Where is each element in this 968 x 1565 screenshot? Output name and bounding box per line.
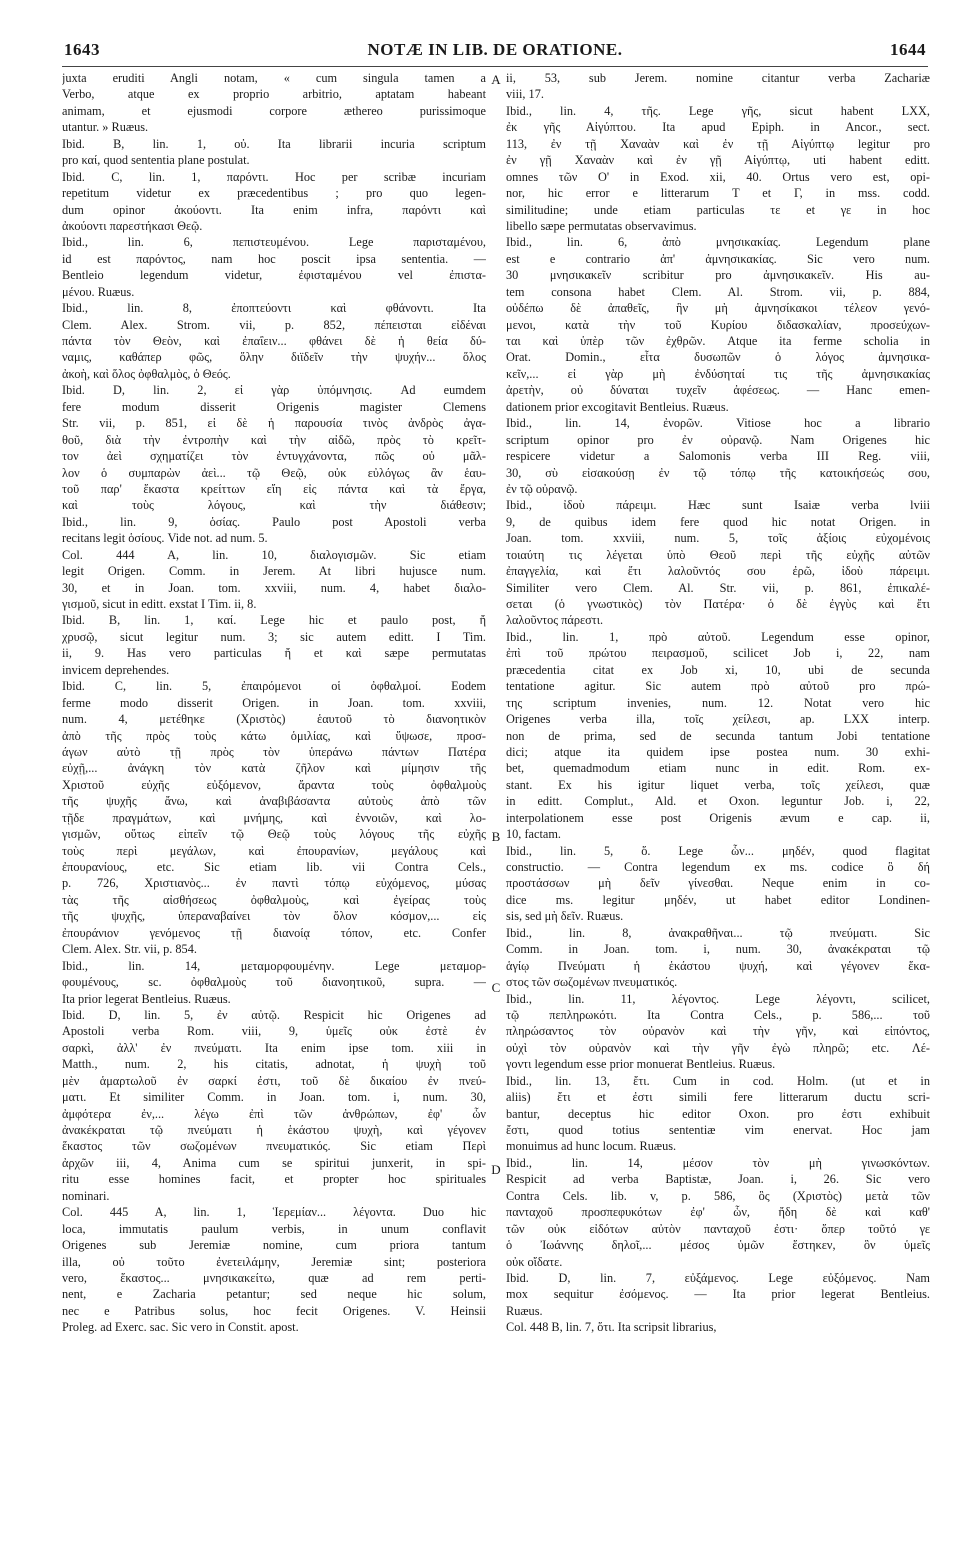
text-line: μὲν ἁμαρτωλοῦ ἐν σαρκί ἐστι, τοῦ δὲ δικαίου ἐν πνεύ-	[62, 1073, 486, 1088]
text-line: monuimus ad hunc locum. Ruæus.	[506, 1139, 677, 1154]
text-line: pro καί, quod sententia plane postulat.	[62, 153, 250, 168]
text-line: constructio. — Contra legendum ex ms. codice ὃ δή	[506, 860, 930, 874]
text-line: Col. 448 B, lin. 7, ὅτι. Ita scripsit librarius,	[506, 1320, 717, 1335]
text-line: πανταχοῦ προσπεφυκότων ἐφ' ὧν, ἤδη δὲ καὶ καθ'	[506, 1205, 930, 1220]
text-line: nent, e Zacharia petantur; sed neque hic solum,	[62, 1287, 486, 1302]
text-line: 30, et in Joan. tom. xxviii, num. 4, habet διαλο-	[62, 580, 486, 595]
text-line: Orat. Domin., εἶτα δυσωπῶν ὁ λόγος ἀμνησικα-	[506, 350, 930, 365]
text-line: Clem. Alex. Strom. vii, p. 852, πέπεισται εἰδέναι	[62, 317, 486, 332]
text-line: juxta eruditi Angli notam, « cum singula tamen a	[62, 71, 486, 85]
text-line: Ibid. D, lin. 5, ἐν αὐτῷ. Respicit hic Origenes ad	[62, 1007, 486, 1022]
text-line: Ibid. B, lin. 1, οὐ. Ita librarii incuria scriptum	[62, 136, 486, 151]
text-line: τῆς ψυχῆς ἄνω, καὶ ἀναβιβάσαντα αὐτοὺς ἀπὸ τῶν	[62, 794, 486, 809]
text-line: Joan. tom. xxviii, num. 5, τοῖς ἀξίοις εὐχομένοις	[506, 531, 930, 546]
text-line: πληρώσαντος τὸν οὐρανὸν καὶ τὴν γῆν, καὶ εἰπόντος,	[506, 1024, 930, 1039]
text-line: Ibid., lin. 14, μεταμορφουμένην. Lege μεταμορ-	[62, 958, 486, 973]
text-line: Apostoli verba Rom. viii, 9, ὑμεῖς οὐκ ἐστὲ ἐν	[62, 1024, 486, 1039]
text-line: est e contrario ἀπ' ἀμνησικακίας. Sic vero num.	[506, 251, 930, 266]
text-line: ἐπὶ τοῦ πρώτου πειρασμοῦ, scilicet Job i, 22, nam	[506, 646, 930, 661]
text-line: dice ms. legitur μηδέν, ut habet editor Londinen-	[506, 892, 930, 907]
text-line: λον ὁ συμπαρὼν ἀεὶ... τῷ Θεῷ, οὐκ εὐλόγως ἂν ἑαυ-	[62, 465, 486, 480]
text-line: aliis) ἔτι et ἐστι simili fere litterarum ductu scri-	[506, 1090, 930, 1105]
text-line: ii, 9. Has vero particulas ἤ et καὶ sæpe permutatas	[62, 646, 486, 661]
running-title: NOTÆ IN LIB. DE ORATIONE.	[367, 40, 623, 59]
text-line: ἀμφότερα ἐν,... λέγω ἐπὶ τῶν ἀνθρώπων, ἐφ' ὧν	[62, 1106, 486, 1121]
text-line: Ibid., lin. 8, ἀνακραθῆναι... τῷ πνεύματι. Sic	[506, 925, 930, 940]
text-line: nominari.	[62, 1188, 110, 1203]
text-line: Ibid., lin. 1, πρὸ αὐτοῦ. Legendum esse opinor,	[506, 629, 930, 644]
column-marker: D	[491, 1162, 501, 1177]
text-line: Ibid. D, lin. 2, εἰ γὰρ ὑπόμνησις. Ad eumdem	[62, 383, 486, 398]
text-line: Ibid., ἰδοὺ πάρειμι. Hæc sunt Isaiæ verba lviii	[506, 498, 930, 513]
page-number-left: 1643	[64, 40, 100, 59]
text-line: οὐχὶ τὸν οὐρανὸν καὶ τὴν γῆν ἐγὼ πληρῶ; etc. Λέ-	[506, 1040, 930, 1055]
text-line: ἐκ γῆς Αἰγύπτου. Ita apud Epiph. in Ancor., sect.	[506, 120, 930, 135]
text-line: ἔστι, quod totius sententiæ vim enervat. Hoc jam	[506, 1123, 930, 1137]
text-line: Ibid., lin. 8, ἐποπτεύοντι καὶ φθάνοντι. Ita	[62, 301, 486, 316]
text-line: τὰς τῆς αἰσθήσεως ὀφθαλμοὺς, καὶ ἐγείρας τοὺς	[62, 892, 486, 907]
text-line: non de prima, sed de secunda tantum Jobi tentatione	[506, 728, 930, 743]
text-line: καὶ τοὺς λόγους, καὶ τὴν διάθεσιν;	[62, 498, 486, 513]
text-line: p. 726, Χριστιανὸς... ἐν παντὶ τόπῳ εὐχόμενος, μύσας	[62, 876, 486, 891]
text-line: invicem deprehendes.	[62, 662, 170, 677]
text-line: stant. Ex his igitur liquet verba, τοῖς χείλεσι, quæ	[506, 777, 930, 792]
text-line: loca, immutatis paulum verbis, in unum conflavit	[62, 1221, 486, 1236]
text-line: Ibid. C, lin. 1, παρόντι. Hoc per scribæ incuriam	[62, 169, 486, 184]
text-line: άγων αὐτὸ τῇ πρὸς τὸν ὑπεράνω πάντων Πατέρα	[62, 744, 486, 759]
text-line: ματι. Et similiter Comm. in Joan. tom. i, num. 30,	[62, 1090, 486, 1105]
text-line: Ibid., lin. 13, ἔτι. Cum in cod. Holm. (ut et in	[506, 1073, 930, 1088]
text-line: ὁ Ἰωάννης δηλοῖ,... μέσος ὑμῶν ἕστηκεν, ὃν ὑμεῖς	[506, 1238, 930, 1253]
text-line: Ibid., lin. 9, ὁσίας. Paulo post Apostoli verba	[62, 514, 486, 529]
text-line: ἀπὸ τῆς πρὸς τοὺς κάτω ὁμιλίας, καὶ ὕψωσε, προσ-	[62, 728, 486, 743]
text-line: respicere videtur a Salomonis verba III Reg. viii,	[506, 449, 930, 464]
text-line: illa, οὐ τοῦτο ἐνετειλάμην, Jeremiæ sint; posteriora	[62, 1254, 486, 1269]
right-column	[506, 70, 930, 1336]
text-line: ἀκοὴ, καὶ ὅλος ὀφθαλμὸς, ὁ Θεός.	[62, 366, 231, 381]
text-line: ferme modo disserit Origen. in Joan. tom. xxviii,	[62, 695, 486, 710]
text-line: similitudine; unde etiam particulas τε et γε in hoc	[506, 202, 930, 217]
text-line: ἐπαγγελία, καὶ ἔτι λαλοῦντός σου ἐρῶ, ἰδοὺ πάρειμι.	[506, 564, 930, 579]
text-line: τῷ πεπληρωκότι. Ita Contra Cels., p. 586,... τοῦ	[506, 1007, 930, 1022]
text-line: num. 4, μετέθηκε (Χριστὸς) ἑαυτοῦ τὸ διανοητικὸν	[62, 712, 486, 727]
text-line: κεῖν,... εἰ γὰρ μὴ ἐνδύσηταί τις τῆς ἀμνησικακίας	[506, 366, 930, 381]
text-line: 113, ἐν τῇ Χαναὰν καὶ ἐν τῇ Αἰγύπτῳ legitur pro	[506, 136, 930, 151]
text-line: interpolationem esse post Origenis ævum e cap. ii,	[506, 810, 930, 825]
text-line: Ibid., lin. 4, τῆς. Lege γῆς, sicut habent LXX,	[506, 103, 930, 118]
text-line: οὐκ οἴδατε.	[506, 1254, 563, 1269]
text-line: omnes τῶν Ο' in Exod. xii, 40. Ortus vero est, opi-	[506, 169, 930, 184]
text-line: προστάσσων μὴ δεῖν γίνεσθαι. Neque enim in co-	[506, 876, 930, 891]
text-line: Ibid. C, lin. 5, ἐπαιρόμενοι οἱ ὀφθαλμοί. Eodem	[62, 679, 486, 694]
text-line: σεται (ὁ γνωστικὸς) τὸν Πατέρα· ὁ δὲ ἐγγὺς καὶ ἔτι	[506, 597, 930, 611]
column-marker: C	[491, 980, 501, 995]
text-line: Χριστοῦ εὐχῆς εὐξόμενον, ἄραντα τοὺς ὀφθαλμοὺς	[62, 777, 486, 792]
running-header	[64, 40, 926, 62]
text-line: ἐπουρανίους, etc. Sic etiam lib. vii Contra Cels.,	[62, 860, 486, 874]
text-line: ται καὶ ὑπὲρ τῶν ἐχθρῶν. Atque ita ferme scholia in	[506, 334, 930, 348]
text-line: μενοι, κατὰ τὴν τοῦ Κυρίου διδασκαλίαν, προσεύχων-	[506, 317, 930, 332]
text-line: ἁγίῳ Πνεύματι ἡ ἑκάστου ψυχή, καὶ γέγονεν ἕκα-	[506, 958, 930, 973]
text-line: Bentleio legendum videtur, ἐφισταμένου vel ἐπιστα-	[62, 268, 486, 283]
text-line: tentatione agitur. Sic autem πρὸ αὐτοῦ pro πρώ-	[506, 679, 930, 694]
text-line: Matth., num. 2, his citatis, adnotat, ἡ ψυχὴ τοῦ	[62, 1057, 486, 1072]
text-line: γισμῶν, οὕτως εἰπεῖν τῷ Θεῷ τοὺς λόγους τῆς εὐχῆς	[62, 827, 486, 842]
text-line: τοὺς περὶ μεγάλων, καὶ ἐπουρανίων, μεγάλους καὶ	[62, 843, 486, 858]
text-line: ἐν τῷ οὐρανῷ.	[506, 481, 578, 496]
text-line: Contra Cels. lib. v, p. 586, ὃς (Χριστὸς) μετὰ τῶν	[506, 1188, 930, 1203]
text-line: dici; atque ita quidem ipse postea num. 30 exhi-	[506, 744, 930, 759]
text-line: τῶν οὐκ εἰδότων αὐτὸν πανταχοῦ ἐστι· ὅπερ τοῦτό γε	[506, 1221, 930, 1236]
text-line: της scriptum invenies, num. 12. Notat vero hic	[506, 695, 930, 710]
text-line: Origenes verba illa, τοῖς χείλεσι, ap. LXX interp.	[506, 712, 930, 727]
text-line: bet, quemadmodum etiam nunc in edit. Rom. ex-	[506, 761, 930, 776]
text-line: τον ἀεὶ σχηματίζει τὸν ἐντυγχάνοντα, πῶς οὐ μᾶλ-	[62, 449, 486, 464]
text-line: 30 μνησικακεῖν scribitur pro ἀμνησικακεῖν. His au-	[506, 268, 930, 283]
text-line: στος τῶν σωζομένων πνευματικός.	[506, 975, 678, 990]
text-line: Proleg. ad Exerc. sac. Sic vero in Constit. apost.	[62, 1320, 299, 1335]
text-line: ii, 53, sub Jerem. nomine citantur verba Zachariæ	[506, 71, 930, 85]
text-line: bantur, deceptus hic editor Oxon. pro ἐστι exhibuit	[506, 1106, 930, 1121]
text-line: Ibid., lin. 14, ἐνορῶν. Vitiose hoc a librario	[506, 416, 930, 431]
text-line: Ibid., lin. 6, πεπιστευμένου. Lege παρισταμένου,	[62, 235, 486, 250]
column-marker: A	[491, 72, 501, 87]
text-line: Respicit ad verba Baptistæ, Joan. i, 26. Sic vero	[506, 1172, 930, 1187]
text-line: πάντα τὸν Θεὸν, καὶ ἐπαΐειν... φθάνει δὲ ἡ θεία δύ-	[62, 334, 486, 348]
text-line: γισμοῦ, sicut in editt. exstat I Tim. ii, 8.	[62, 597, 257, 611]
text-line: 10, factam.	[506, 827, 561, 842]
text-line: mox sequitur ἐσόμενος. — Ita prior legerat Bentleius.	[506, 1287, 930, 1302]
text-line: animam, et ejusmodi corpore æthereo purissimoque	[62, 103, 486, 118]
text-line: in editt. Complut., Ald. et Oxon. leguntur Job. i, 22,	[506, 794, 930, 809]
text-line: id est παρόντος, nam hoc poscit ipsa sententia. —	[62, 251, 486, 266]
text-line: ἐπουράνιον γενόμενος τῇ διανοίᾳ τόπον, etc. Confer	[62, 925, 486, 940]
text-line: Ruæus.	[506, 1303, 543, 1318]
text-line: Col. 445 A, lin. 1, Ἱερεμίαν... λέγοντα. Duo hic	[62, 1205, 486, 1220]
text-line: Origenes sub Jeremiæ nomine, cum priora tantum	[62, 1238, 486, 1253]
text-line: libello sæpe permutatas observavimus.	[506, 218, 697, 233]
text-line: χρυσῷ, sicut legitur num. 3; sic autem editt. I Tim.	[62, 629, 486, 644]
text-line: 30, σὺ εἰσακούσῃ ἐν τῷ τόπῳ τῆς κατοικήσεώς σου,	[506, 465, 930, 480]
text-line: Verbo, atque ex proprio arbitrio, aptatam habeant	[62, 87, 486, 102]
text-line: ἀκούοντι παρεστήκασι Θεῷ.	[62, 218, 203, 233]
header-rule	[62, 66, 928, 67]
text-line: εὐχῇ,... ἀνάγκη τὸν κατὰ ζῆλον καὶ μίμησιν τῆς	[62, 761, 486, 776]
text-line: utantur. » Ruæus.	[62, 120, 149, 135]
text-line: θοῦ, διὰ τὴν ἐντροπὴν καὶ τὴν αἰδῶ, πρὸς τὸ κρεῖτ-	[62, 432, 486, 447]
text-line: λαλοῦντος πάρεστι.	[506, 613, 604, 628]
text-line: ἀρχῶν iii, 4, Anima cum se spiritui junxerit, in spi-	[62, 1155, 486, 1170]
text-line: tem consona habet Clem. Al. Strom. vii, p. 884,	[506, 284, 930, 299]
text-line: γοντι legendum esse prior monuerat Bentleius. Ruæus.	[506, 1057, 776, 1072]
text-line: 9, de quibus idem fere quod hic notat Origen. in	[506, 514, 930, 529]
text-line: Ibid. D, lin. 7, εὐξάμενος. Lege εὐξόμενος. Nam	[506, 1270, 930, 1285]
text-line: Comm. in Joan. tom. i, num. 30, ἀνακέκραται τῷ	[506, 942, 930, 957]
text-line: Similiter vero Clem. Al. Str. vii, p. 861, ἐπικαλέ-	[506, 580, 930, 595]
text-line: dationem prior excogitavit Bentleius. Ruæus.	[506, 399, 729, 414]
text-line: Ibid., lin. 5, ὅ. Lege ὧν... μηδέν, quod flagitat	[506, 843, 930, 858]
text-line: repetitum videtur ex præcedentibus ; pro quo legen-	[62, 186, 486, 201]
text-line: Str. vii, p. 851, εἰ δὲ ἡ παρουσία τινὸς ἀνδρὸς ἀγα-	[62, 416, 486, 431]
text-line: ἀρετὴν, οὐ δύναται τυχεῖν ἀφέσεως. — Hanc emen-	[506, 383, 930, 398]
text-line: τῆς ψυχῆς, ὑπεραναβαίνει τὸν ὅλον κόσμον,... εἰς	[62, 909, 486, 924]
text-line: τοῦ παρ' ἕκαστα κρείττων εἴη εἰς πάντα καὶ τὰ ἔργα,	[62, 481, 486, 496]
page-number-right: 1644	[890, 40, 926, 59]
text-line: Ibid., lin. 14, μέσον τὸν μὴ γινωσκόντων.	[506, 1155, 930, 1170]
text-line: οὐδέπω δὲ ἀπαθεῖς, ἣν μὴ ἀμνησίκακοι τέλεον γενό-	[506, 301, 930, 316]
text-line: ἐν γῇ Χαναὰν καὶ ἐν γῇ Αἰγύπτῳ, uti habent editt.	[506, 153, 930, 168]
text-line: scriptum opinor pro ἐν οὐρανῷ. Nam Origenes hic	[506, 432, 930, 447]
text-line: ναμις, καθάπερ φῶς, ὅλην διϊδεῖν τὴν ψυχήν... ὅλος	[62, 350, 486, 365]
text-line: vero, ἕκαστος... μνησικακείτω, quæ ad rem perti-	[62, 1270, 486, 1285]
text-line: nor, hic error e litterarum Τ et Γ, in mss. codd.	[506, 186, 930, 201]
left-column	[62, 70, 486, 1336]
text-line: σαρκὶ, ἀλλ' ἐν πνεύματι. Ita enim ipse tom. xiii in	[62, 1040, 486, 1055]
column-marker: B	[491, 829, 501, 844]
text-line: ἕκαστος τῶν σωζομένων πνευματικός. Sic etiam Περὶ	[62, 1139, 486, 1154]
text-line: ritu esse homines facit, et propter hoc spirituales	[62, 1172, 486, 1187]
text-line: τοιαύτη τις λέγεται ὑπὸ Θεοῦ περὶ τῆς εὐχῆς αὐτῶν	[506, 547, 930, 562]
text-line: Ibid. B, lin. 1, καί. Lege hic et paulo post, ἤ	[62, 613, 486, 628]
text-line: φουμένους, sc. ὀφθαλμοὺς τοῦ διανοητικοῦ, supra. —	[62, 975, 486, 990]
text-line: recitans legit ὁσίους. Vide not. ad num. 5.	[62, 531, 268, 546]
text-line: dum opinor ἀκούοντι. Ita enim infra, παρόντι καὶ	[62, 202, 486, 217]
text-line: ἀνακέκραται τῷ πνεύματι ἡ ἑκάστου ψυχὴ, καὶ γέγονεν	[62, 1123, 486, 1137]
text-line: μένου. Ruæus.	[62, 284, 135, 299]
text-line: sis, sed μὴ δεῖν. Ruæus.	[506, 909, 624, 924]
text-line: Col. 444 A, lin. 10, διαλογισμῶν. Sic etiam	[62, 547, 486, 562]
text-line: Ita prior legerat Bentleius. Ruæus.	[62, 991, 231, 1006]
text-line: præcedentia citat ex Job xi, 10, ubi de secunda	[506, 662, 930, 677]
text-line: legit Origen. Comm. in Jerem. At libri hujusce num.	[62, 564, 486, 579]
text-line: viii, 17.	[506, 87, 544, 102]
text-line: Ibid., lin. 11, λέγοντος. Lege λέγοντι, scilicet,	[506, 991, 930, 1006]
text-line: τῇδε πραγμάτων, καὶ μνήμης, καὶ ἐννοιῶν, καὶ λο-	[62, 810, 486, 825]
text-line: fere modum disserit Origenis magister Clemens	[62, 399, 486, 414]
text-line: Clem. Alex. Str. vii, p. 854.	[62, 942, 197, 957]
text-line: Ibid., lin. 6, ἀπὸ μνησικακίας. Legendum plane	[506, 235, 930, 250]
text-line: nec e Patribus solus, hoc fecit Origenes. V. Heinsii	[62, 1303, 486, 1318]
